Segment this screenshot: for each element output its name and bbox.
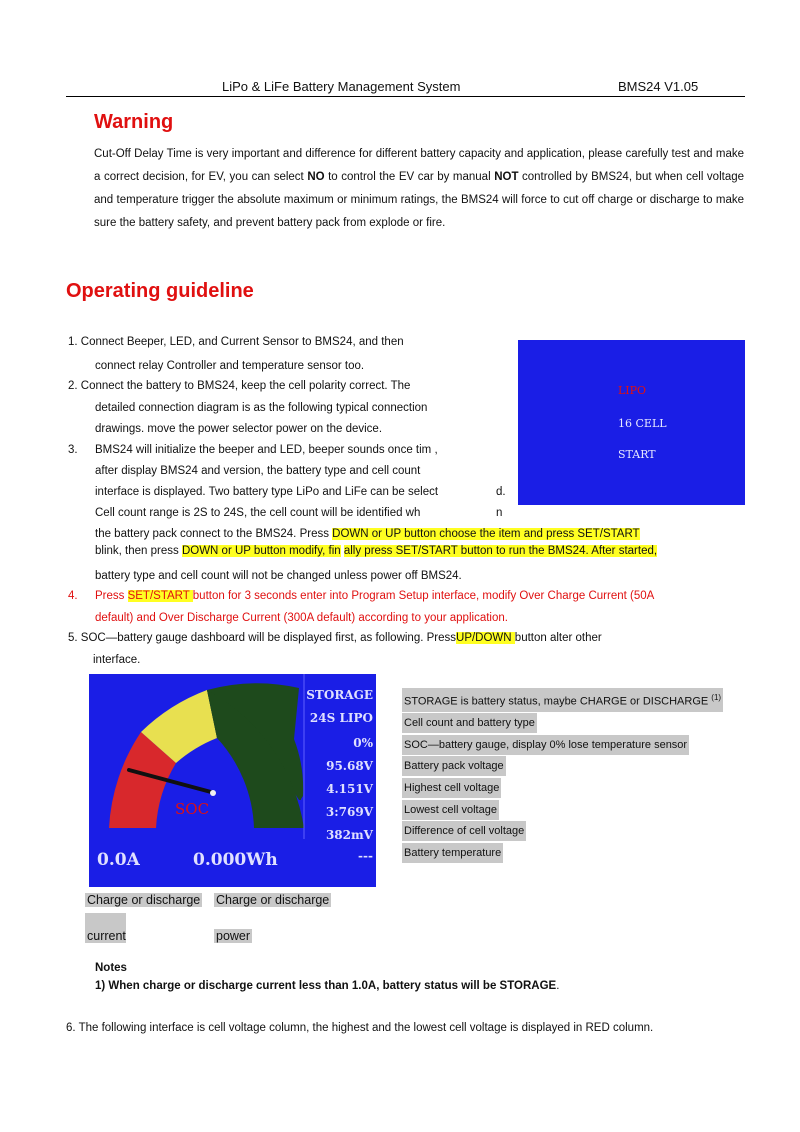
annotation-lowest-cell: Lowest cell voltage	[402, 800, 499, 820]
step-6: 6. The following interface is cell voltage column, the highest and the lowest cell voltage is displayed in RED column.	[66, 1022, 654, 1034]
step-4b: default) and Over Discharge Current (300A default) according to your application.	[95, 612, 508, 624]
gauge-needle-tip	[210, 790, 216, 796]
annotation-soc: SOC—battery gauge, display 0% lose temperature sensor	[402, 735, 689, 755]
header-title: LiPo & LiFe Battery Management System	[222, 79, 461, 94]
step-3f: blink, then press DOWN or UP button modify, fin ally press SET/START button to run the BMS24. After started,	[95, 545, 658, 557]
status-storage: STORAGE	[306, 688, 373, 702]
cell-count-type: 24S LIPO	[309, 711, 373, 725]
step-3d: Cell count range is 2S to 24S, the cell count will be identified wh	[95, 507, 421, 519]
annotation-highest-cell: Highest cell voltage	[402, 778, 501, 798]
warning-paragraph: Cut-Off Delay Time is very important and difference for different battery capacity and application, please carefully test and make a correct decision, for EV, you can select NO to control the EV car by manual NOT controlled by BMS24, but when cell voltage and temperature trigger the absolute maximum or minimum ratings, the BMS24 will force to cut off charge or discharge to make sure the battery safety, and prevent battery pack from explode or fire.	[94, 148, 745, 229]
step-3d-end: n	[496, 507, 503, 519]
step-2b: detailed connection diagram is as the following typical connection	[95, 402, 428, 414]
battery-temperature: ---	[358, 849, 373, 863]
annotation-temperature: Battery temperature	[402, 843, 503, 863]
step-1b: connect relay Controller and temperature sensor too.	[95, 360, 365, 372]
current-reading: 0.0A	[97, 850, 140, 870]
battery-type-screen	[518, 340, 745, 505]
step-3-number: 3.	[68, 444, 78, 456]
step-3c: interface is displayed. Two battery type LiPo and LiFe can be select	[95, 486, 439, 498]
step-1a: 1. Connect Beeper, LED, and Current Sensor to BMS24, and then	[68, 336, 404, 348]
step-3g: battery type and cell count will not be changed unless power off BMS24.	[95, 570, 462, 582]
caption-power-line1: Charge or discharge	[216, 893, 330, 907]
step-4a: Press SET/START button for 3 seconds enter into Program Setup interface, modify Over Charge Current (50A	[95, 590, 655, 602]
caption-current-line2: current	[85, 913, 126, 943]
soc-dashboard-screen	[89, 674, 376, 887]
step-3a: BMS24 will initialize the beeper and LED, beeper sounds once tim ,	[95, 444, 438, 456]
step-2c: drawings. move the power selector power on the device.	[95, 423, 383, 435]
notes-title: Notes	[95, 962, 127, 974]
lowest-cell-voltage: 3:769V	[325, 805, 373, 819]
annotation-difference: Difference of cell voltage	[402, 821, 526, 841]
screen-item-start: START	[618, 448, 656, 461]
annotation-pack-voltage: Battery pack voltage	[402, 756, 506, 776]
step-5a: 5. SOC—battery gauge dashboard will be displayed first, as following. PressUP/DOWN button alter other	[68, 632, 602, 644]
annotation-cell-count: Cell count and battery type	[402, 713, 537, 733]
note-1: 1) When charge or discharge current less than 1.0A, battery status will be STORAGE.	[95, 980, 560, 992]
soc-percent: 0%	[353, 736, 373, 750]
highest-cell-voltage: 4.151V	[326, 782, 373, 796]
annotation-status: STORAGE is battery status, maybe CHARGE or DISCHARGE $^{(1)}$	[402, 688, 723, 712]
caption-current-line1: Charge or discharge	[87, 893, 201, 907]
screen-item-cell: 16 CELL	[618, 417, 667, 430]
guideline-heading: Operating guideline	[66, 280, 254, 302]
step-4-number: 4.	[68, 590, 78, 602]
soc-label: SOC	[175, 800, 210, 818]
header-version: BMS24 V1.05	[618, 79, 699, 94]
pack-voltage: 95.68V	[326, 759, 373, 773]
step-3c-end: d.	[496, 486, 506, 498]
step-3b: after display BMS24 and version, the battery type and cell count	[95, 465, 421, 477]
step-5b: interface.	[93, 654, 141, 666]
step-2a: 2. Connect the battery to BMS24, keep the cell polarity correct. The	[68, 380, 411, 392]
warning-heading: Warning	[94, 111, 174, 133]
step-3e: the battery pack connect to the BMS24. Press DOWN or UP button choose the item and press SET/START	[95, 528, 640, 540]
screen-item-lipo: LIPO	[618, 384, 647, 397]
caption-power-line2: power	[216, 929, 251, 943]
header-rule	[66, 96, 745, 97]
power-reading: 0.000Wh	[193, 850, 278, 870]
cell-voltage-difference: 382mV	[325, 828, 373, 842]
